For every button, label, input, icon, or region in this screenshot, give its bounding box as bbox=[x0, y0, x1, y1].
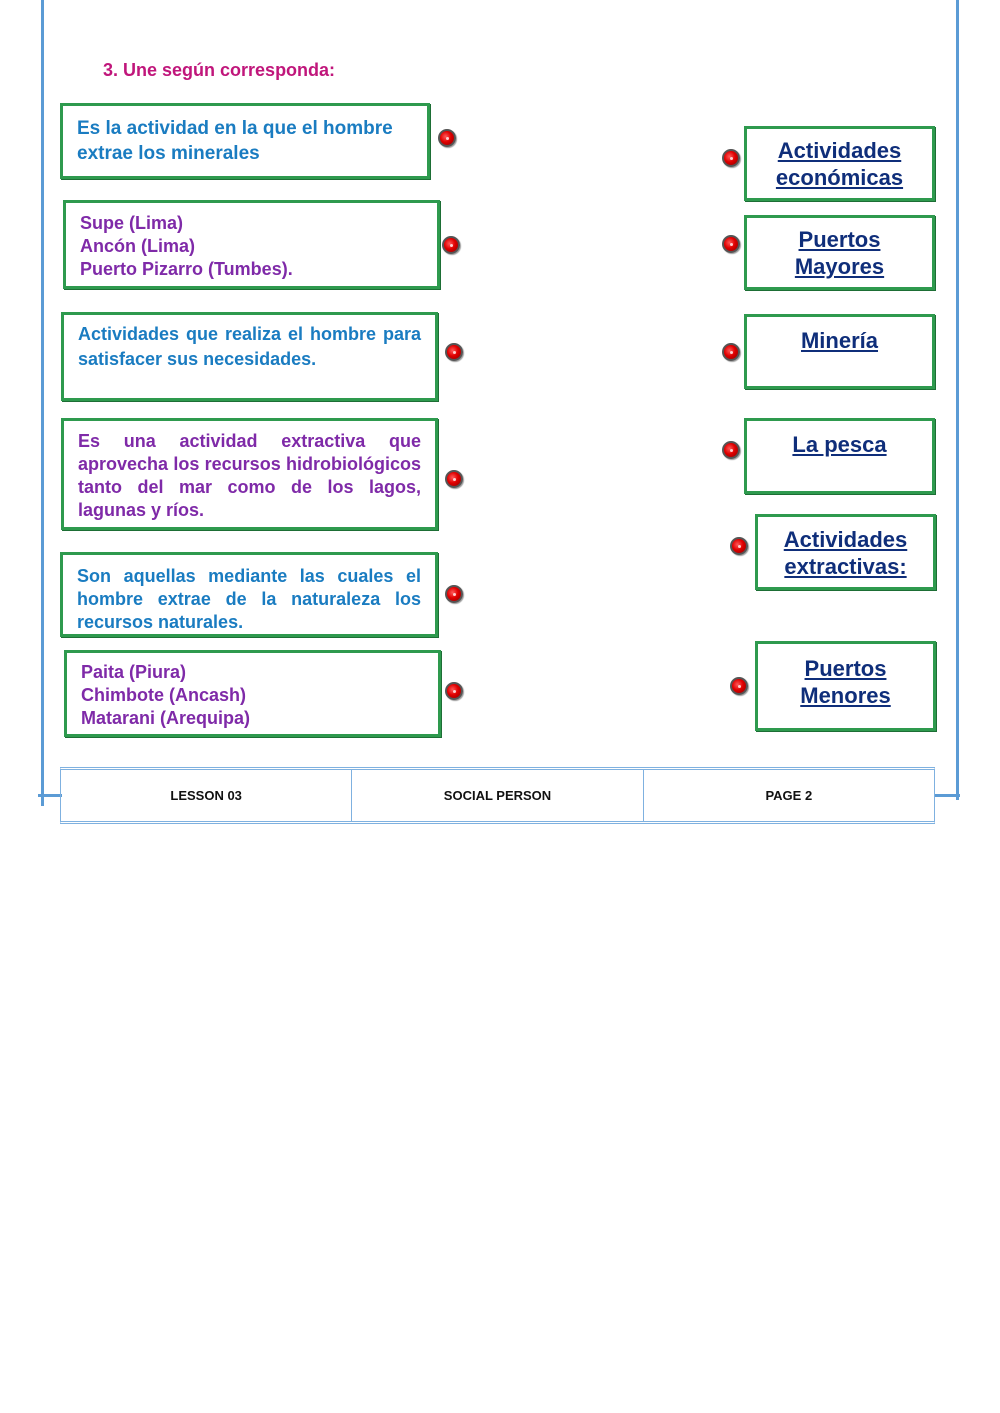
right-item-2-line-1: Puertos bbox=[798, 227, 881, 252]
right-dot-5[interactable] bbox=[730, 537, 748, 555]
right-dot-1[interactable] bbox=[722, 149, 740, 167]
left-dot-3[interactable] bbox=[445, 343, 463, 361]
left-item-6-line-1: Paita (Piura) bbox=[81, 662, 187, 682]
footer-lesson: LESSON 03 bbox=[61, 770, 352, 821]
left-dot-5[interactable] bbox=[445, 585, 463, 603]
left-dot-1[interactable] bbox=[438, 129, 456, 147]
right-item-1 bbox=[744, 126, 935, 201]
left-item-6-line-2: Chimbote (Ancash) bbox=[81, 685, 247, 705]
page-frame-right bbox=[956, 0, 959, 800]
right-item-2-line-2: Mayores bbox=[794, 254, 885, 279]
page-frame-tick-left bbox=[38, 794, 62, 797]
right-item-4 bbox=[744, 418, 935, 494]
right-item-3 bbox=[744, 314, 935, 389]
right-item-5 bbox=[755, 514, 936, 590]
left-dot-4[interactable] bbox=[445, 470, 463, 488]
left-item-2 bbox=[63, 200, 440, 289]
left-item-3 bbox=[61, 312, 438, 401]
right-item-1-line-2: económicas bbox=[775, 165, 904, 190]
right-item-1-line-1: Actividades bbox=[777, 138, 902, 163]
page-footer bbox=[60, 767, 935, 824]
left-item-5-text: Son aquellas mediante las cuales el hombre extrae de la naturaleza los recursos naturales. bbox=[77, 566, 421, 632]
right-item-2 bbox=[744, 215, 935, 290]
page-frame-left bbox=[41, 0, 44, 806]
right-dot-2[interactable] bbox=[722, 235, 740, 253]
right-dot-6[interactable] bbox=[730, 677, 748, 695]
exercise-title: 3. Une según corresponda: bbox=[103, 60, 336, 80]
right-dot-4[interactable] bbox=[722, 441, 740, 459]
right-dot-3[interactable] bbox=[722, 343, 740, 361]
left-item-4 bbox=[61, 418, 438, 530]
left-item-2-line-1: Supe (Lima) bbox=[80, 213, 184, 233]
left-item-2-line-2: Ancón (Lima) bbox=[80, 236, 195, 256]
right-item-5-line-1: Actividades bbox=[783, 527, 908, 552]
right-item-3-line-1: Minería bbox=[800, 328, 879, 353]
left-item-1 bbox=[60, 103, 430, 179]
left-item-4-text: Es una actividad extractiva que aprovecha los recursos hidrobiológicos tanto del mar como de los lagos, lagunas y ríos. bbox=[78, 431, 421, 520]
page-frame-tick-right bbox=[934, 794, 960, 797]
right-item-6 bbox=[755, 641, 936, 731]
left-dot-2[interactable] bbox=[442, 236, 460, 254]
right-item-6-line-2: Menores bbox=[800, 683, 891, 708]
left-item-2-line-3: Puerto Pizarro (Tumbes). bbox=[80, 259, 293, 279]
left-dot-6[interactable] bbox=[445, 682, 463, 700]
left-item-3-text: Actividades que realiza el hombre para satisfacer sus necesidades. bbox=[78, 324, 421, 369]
right-item-6-line-1: Puertos bbox=[804, 656, 887, 681]
left-item-5 bbox=[60, 552, 438, 637]
footer-page: PAGE 2 bbox=[765, 788, 813, 803]
left-item-1-text: Es la actividad en la que el hombre extrae los minerales bbox=[77, 118, 393, 164]
footer-subject: SOCIAL PERSON bbox=[352, 770, 643, 821]
right-item-4-line-1: La pesca bbox=[792, 432, 887, 457]
left-item-6 bbox=[64, 650, 441, 737]
right-item-5-line-2: extractivas: bbox=[784, 554, 907, 579]
left-item-6-line-3: Matarani (Arequipa) bbox=[81, 708, 251, 728]
